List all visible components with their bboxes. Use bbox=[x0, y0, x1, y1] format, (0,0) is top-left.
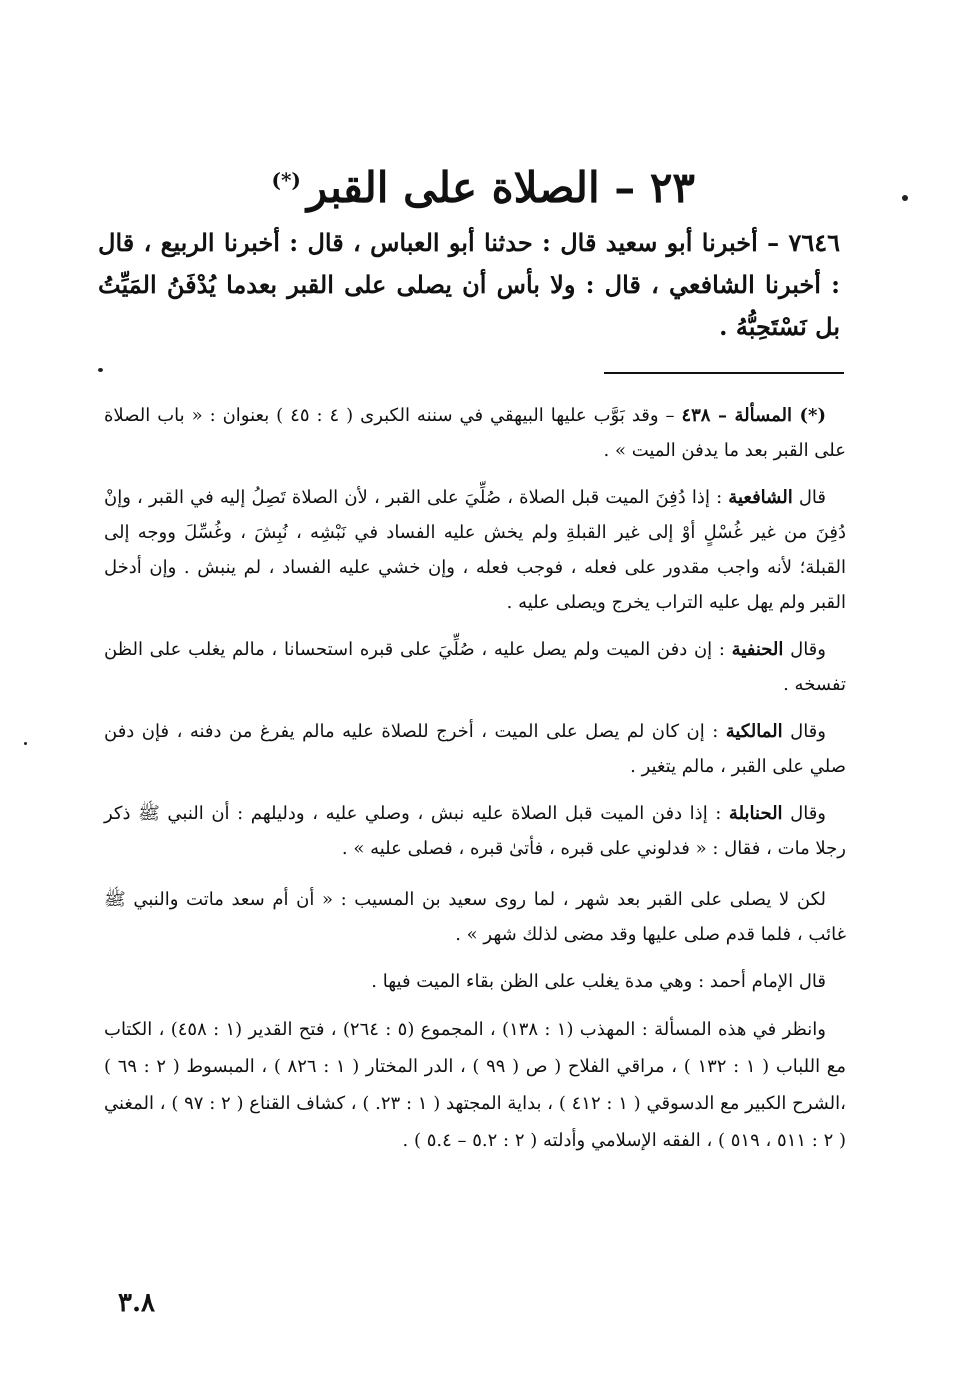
one-month-limit: لكن لا يصلى على القبر بعد شهر ، لما روى سعيد بن المسيب : « أن أم سعد ماتت والنبي ﷺ غائب ، فلما قدم صلى عليها وقد مضى لذلك شهر » . bbox=[104, 889, 846, 945]
maliki-opinion bbox=[104, 714, 846, 784]
shafii-prefix: قال bbox=[792, 487, 827, 508]
maliki-prefix: وقال bbox=[782, 721, 826, 742]
hanafi-label: الحنفية bbox=[731, 639, 784, 660]
footnote-marker: (*) bbox=[271, 168, 301, 192]
scan-speck bbox=[24, 742, 27, 745]
maliki-text: : إن كان لم يصل على الميت ، أخرج للصلاة عليه مالم يفرغ من دفنه ، فإن دفن صلي على القبر ، مالم يتغير . bbox=[104, 721, 846, 777]
shafii-text: : إذا دُفِنَ الميت قبل الصلاة ، صُلِّيَ على القبر ، لأن الصلاة تَصِلُ إليه في القبر ، وإنْ دُفِنَ من غير غُسْلٍ أوْ إلى غير القبلةِ ولم يخش عليه الفساد في نَبْشِه ، نُبِشَ ، وغُسِّلَ ووجه إلى القبلة؛ لأنه واجب مقدور على فعله ، فوجب فعله ، وإن خشي عليه الفساد ، لم ينبش . وإن أدخل القبر ولم يهل عليه التراب يخرج ويصلى عليه . bbox=[104, 487, 846, 613]
references-list: وانظر في هذه المسألة : المهذب (١ : ١٣٨) ، المجموع (٥ : ٢٦٤) ، فتح القدير (١ : ٤٥٨) ، الكتاب مع اللباب ( ١ : ١٣٢ ) ، مراقي الفلاح ( ص ( ٩٩ ) ، الدر المختار ( ١ : ٨٢٦ ) ، المبسوط ( ٢ : ٦٩ ) ،الشرح الكبير مع الدسوقي ( ١ : ٤١٢ ) ، بداية المجتهد ( ١ : ٢٣. ) ، كشاف القناع ( ٢ : ٩٧ ) ، المغني ( ٢ : ٥١١ ، ٥١٩ ) ، الفقه الإسلامي وأدلته ( ٢ : ٥.٢ – ٥.٤ ) . bbox=[104, 1019, 847, 1151]
chapter-title-text: ٢٣ – الصلاة على القبر bbox=[306, 163, 695, 212]
footnote-separator-line bbox=[604, 372, 844, 374]
footnote-block bbox=[104, 398, 846, 1177]
hanbali-text: : إذا دفن الميت قبل الصلاة عليه نبش ، وصلي عليه ، ودليلهم : أن النبي ﷺ ذكر رجلا مات ، فقال : « فدلوني على قبره ، فأتىٰ قبره ، فصلى عليه » . bbox=[104, 803, 846, 859]
hanbali-opinion bbox=[104, 796, 846, 866]
hanafi-opinion bbox=[104, 632, 846, 702]
page-number: ٣.٨ bbox=[118, 1288, 155, 1318]
hanafi-text: : إن دفن الميت ولم يصل عليه ، صُلِّيَ على قبره استحسانا ، مالم يغلب على الظن تفسخه . bbox=[104, 639, 846, 695]
scan-speck bbox=[98, 368, 103, 372]
hadith-text-block bbox=[98, 222, 840, 348]
chapter-title bbox=[135, 150, 695, 218]
footnote-issue-label: (*) المسألة – ٤٣٨ bbox=[681, 405, 826, 426]
maliki-label: المالكية bbox=[725, 721, 783, 742]
hadith-paragraph: ٧٦٤٦ – أخبرنا أبو سعيد قال : حدثنا أبو العباس ، قال : أخبرنا الربيع ، قال : أخبرنا الشافعي ، قال : ولا بأس أن يصلى على القبر بعدما يُدْفَنُ المَيِّتُ بل نَسْتَحِبُّهُ . bbox=[98, 228, 840, 341]
hanbali-label: الحنابلة bbox=[728, 803, 783, 824]
footnote-intro-text: – وقد بَوَّب عليها البيهقي في سننه الكبرى ( ٤ : ٤٥ ) بعنوان : « باب الصلاة على القبر بعد ما يدفن الميت » . bbox=[104, 405, 846, 461]
footnote-intro bbox=[104, 398, 846, 468]
shafii-opinion bbox=[104, 480, 846, 620]
imam-ahmad-quote: قال الإمام أحمد : وهي مدة يغلب على الظن بقاء الميت فيها . bbox=[371, 971, 826, 992]
shafii-label: الشافعية bbox=[728, 487, 793, 508]
scan-speck bbox=[902, 195, 908, 201]
hanafi-prefix: وقال bbox=[783, 639, 826, 660]
hanbali-prefix: وقال bbox=[782, 803, 826, 824]
